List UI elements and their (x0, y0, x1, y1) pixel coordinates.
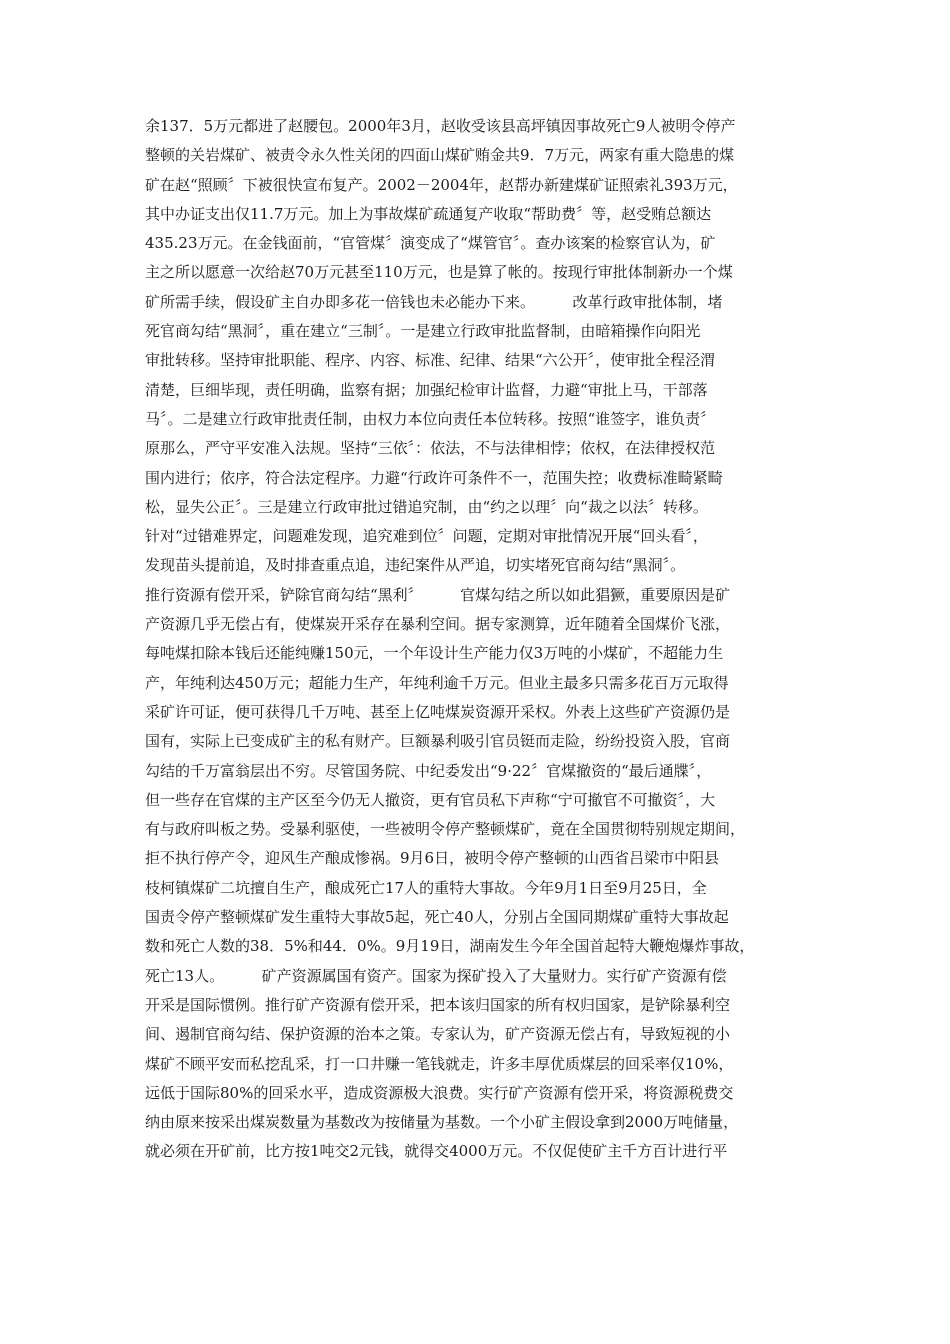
text-line: 每吨煤扣除本钱后还能纯赚150元，一个年设计生产能力仅3万吨的小煤矿，不超能力生 (145, 644, 724, 663)
text-line: 矿在赵“照顾〞下被很快宣布复产。2002－2004年，赵帮办新建煤矿证照索礼393万元， (145, 175, 738, 194)
text-line: 国责令停产整顿煤矿发生重特大事故5起，死亡40人，分别占全国同期煤矿重特大事故起 (145, 908, 729, 927)
text-line: 间、遏制官商勾结、保护资源的治本之策。专家认为，矿产资源无偿占有，导致短视的小 (145, 1025, 731, 1044)
text-line: 死亡13人。 矿产资源属国有资产。国家为探矿投入了大量财力。实行矿产资源有偿 (145, 966, 727, 985)
text-line: 发现苗头提前追，及时排查重点追，违纪案件从严追，切实堵死官商勾结“黑洞〞。 (145, 556, 686, 575)
text-line: 就必须在开矿前，比方按1吨交2元钱，就得交4000万元。不仅促使矿主千方百计进行平 (145, 1142, 728, 1161)
text-line: 煤矿不顾平安而私挖乱采，打一口井赚一笔钱就走，许多丰厚优质煤层的回采率仅10%， (145, 1054, 734, 1073)
text-line: 435.23万元。在金钱面前，“官管煤〞演变成了“煤管官〞。查办该案的检察官认为，矿 (145, 234, 716, 253)
article-body (145, 112, 815, 1167)
text-line: 松，显失公正〞。三是建立行政审批过错追究制，由“约之以理〞向“裁之以法〞转移。 (145, 497, 708, 516)
text-line: 产资源几乎无偿占有，使煤炭开采存在暴利空间。据专家测算，近年随着全国煤价飞涨， (145, 615, 731, 634)
text-line: 有与政府叫板之势。受暴利驱使，一些被明令停产整顿煤矿，竟在全国贯彻特别规定期间， (145, 820, 746, 839)
text-line: 矿所需手续，假设矿主自办即多花一倍钱也未必能办下来。 改革行政审批体制，堵 (145, 292, 723, 311)
text-line: 但一些存在官煤的主产区至今仍无人撤资，更有官员私下声称“宁可撤官不可撤资〞，大 (145, 790, 716, 809)
text-line: 纳由原来按采出煤炭数量为基数改为按储量为基数。一个小矿主假设拿到2000万吨储量， (145, 1113, 739, 1132)
text-line: 清楚，巨细毕现，责任明确，监察有据；加强纪检审计监督，力避“审批上马，干部落 (145, 380, 708, 399)
text-line: 枝柯镇煤矿二坑擅自生产，酿成死亡17人的重特大事故。今年9月1日至9月25日，全 (145, 878, 707, 897)
text-line: 远低于国际80%的回采水平，造成资源极大浪费。实行矿产资源有偿开采，将资源税费交 (145, 1083, 734, 1102)
text-line: 数和死亡人数的38．5%和44．0%。9月19日，湖南发生今年全国首起特大鞭炮爆炸事故， (145, 937, 755, 956)
text-line: 主之所以愿意一次给赵70万元甚至110万元，也是算了帐的。按现行审批体制新办一个煤 (145, 263, 733, 282)
text-line: 采矿许可证，便可获得几千万吨、甚至上亿吨煤炭资源开采权。外表上这些矿产资源仍是 (145, 702, 731, 721)
text-line: 推行资源有偿开采，铲除官商勾结“黑利〞 官煤勾结之所以如此猖獗，重要原因是矿 (145, 585, 731, 604)
text-line: 针对“过错难界定，问题难发现，追究难到位〞问题，定期对审批情况开展“回头看〞， (145, 527, 708, 546)
text-line: 勾结的千万富翁层出不穷。尽管国务院、中纪委发出“9·22〞官煤撤资的“最后通牒〞， (145, 761, 712, 780)
text-line: 余137．5万元都进了赵腰包。2000年3月，赵收受该县高坪镇因事故死亡9人被明令停产 (145, 117, 736, 135)
text-line: 其中办证支出仅11.7万元。加上为事故煤矿疏通复产收取“帮助费〞等，赵受贿总额达 (145, 204, 712, 223)
text-line: 死官商勾结“黑洞〞，重在建立“三制〞。一是建立行政审批监督制，由暗箱操作向阳光 (145, 322, 701, 341)
text-line: 国有，实际上已变成矿主的私有财产。巨额暴利吸引官员铤而走险，纷纷投资入股，官商 (145, 732, 731, 751)
text-line: 拒不执行停产令，迎风生产酿成惨祸。9月6日，被明令停产整顿的山西省吕梁市中阳县 (145, 849, 720, 868)
text-line: 马〞。二是建立行政审批责任制，由权力本位向责任本位转移。按照“谁签字，谁负责〞 (145, 409, 716, 428)
text-line: 审批转移。坚持审批职能、程序、内容、标准、纪律、结果“六公开〞，使审批全程泾渭 (145, 351, 716, 370)
text-line: 原那么，严守平安准入法规。坚持“三依〞：依法，不与法律相悖；依权，在法律授权范 (145, 439, 716, 458)
text-line: 开采是国际惯例。推行矿产资源有偿开采，把本该归国家的所有权归国家，是铲除暴利空 (145, 995, 731, 1014)
text-line: 围内进行；依序，符合法定程序。力避“行政许可条件不一，范围失控；收费标准畸紧畸 (145, 468, 723, 487)
text-line: 整顿的关岩煤矿、被责令永久性关闭的四面山煤矿贿金共9．7万元，两家有重大隐患的煤 (145, 146, 735, 165)
text-line: 产，年纯利达450万元；超能力生产，年纯利逾千万元。但业主最多只需多花百万元取得 (145, 673, 729, 692)
